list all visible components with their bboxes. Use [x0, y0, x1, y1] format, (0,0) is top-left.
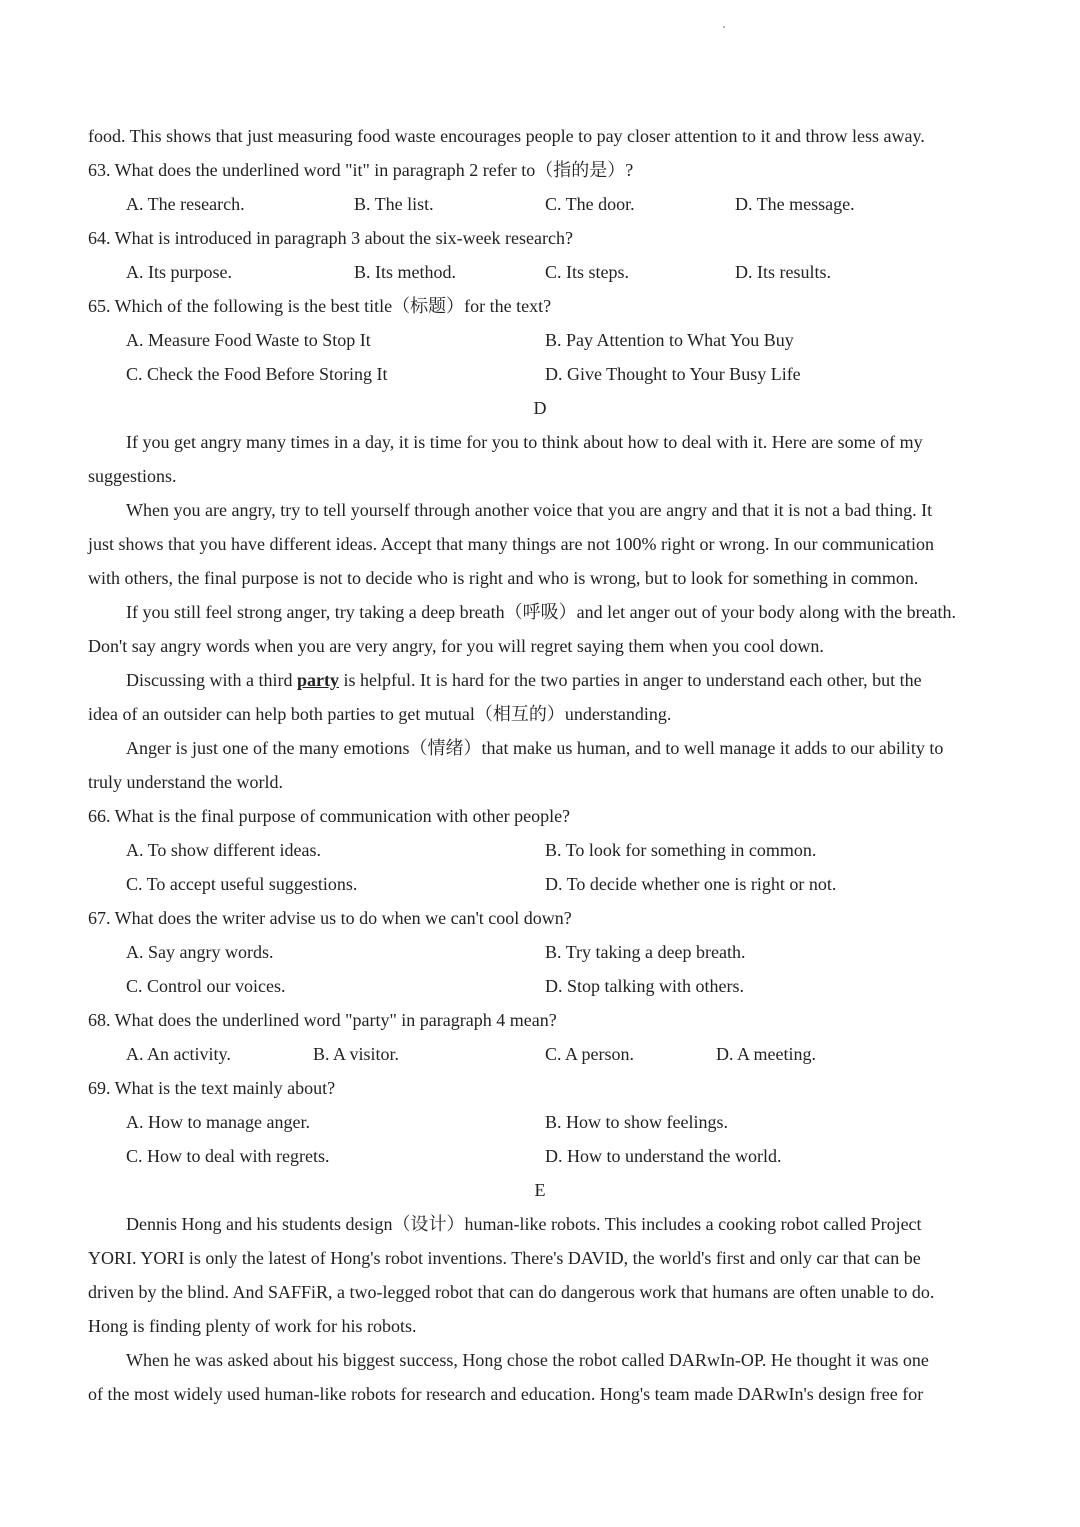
q65-option-a: A. Measure Food Waste to Stop It: [126, 330, 371, 350]
passage-d-line: truly understand the world.: [88, 772, 283, 792]
q65-option-b: B. Pay Attention to What You Buy: [545, 330, 794, 350]
passage-d-line: just shows that you have different ideas. Accept that many things are not 100% right or wrong. In our communication: [88, 534, 934, 554]
q66-option-c: C. To accept useful suggestions.: [126, 874, 358, 894]
q69-option-c: C. How to deal with regrets.: [126, 1146, 330, 1166]
q64-option-b: B. Its method.: [354, 262, 456, 282]
q68-option-c: C. A person.: [545, 1044, 635, 1064]
question-66-stem: 66. What is the final purpose of communication with other people?: [88, 806, 571, 826]
passage-text: Discussing with a third: [126, 670, 297, 690]
scan-speck: [723, 26, 725, 28]
q64-option-d: D. Its results.: [735, 262, 831, 282]
passage-e-line: Hong is finding plenty of work for his robots.: [88, 1316, 417, 1336]
passage-e-line: driven by the blind. And SAFFiR, a two-legged robot that can do dangerous work that humans are often unable to do.: [88, 1282, 935, 1302]
question-67-stem: 67. What does the writer advise us to do when we can't cool down?: [88, 908, 572, 928]
passage-text: is helpful. It is hard for the two parties in anger to understand each other, but the: [339, 670, 922, 690]
q69-option-d: D. How to understand the world.: [545, 1146, 782, 1166]
q66-option-a: A. To show different ideas.: [126, 840, 322, 860]
q68-option-b: B. A visitor.: [313, 1044, 400, 1064]
q68-option-a: A. An activity.: [126, 1044, 231, 1064]
question-63-stem: 63. What does the underlined word "it" in paragraph 2 refer to（指的是）?: [88, 160, 634, 180]
q67-option-b: B. Try taking a deep breath.: [545, 942, 746, 962]
question-69-stem: 69. What is the text mainly about?: [88, 1078, 336, 1098]
question-65-stem: 65. Which of the following is the best title（标题）for the text?: [88, 296, 552, 316]
passage-d-line: If you still feel strong anger, try taking a deep breath（呼吸）and let anger out of your body along with the breath.: [126, 602, 957, 622]
q66-option-b: B. To look for something in common.: [545, 840, 817, 860]
q63-option-b: B. The list.: [354, 194, 434, 214]
passage-c-end-line: food. This shows that just measuring food waste encourages people to pay closer attention to it and throw less away.: [88, 126, 925, 146]
passage-d-line: suggestions.: [88, 466, 177, 486]
passage-e-line: Dennis Hong and his students design（设计）human-like robots. This includes a cooking robot called Project: [126, 1214, 922, 1234]
q63-option-d: D. The message.: [735, 194, 855, 214]
passage-e-line: YORI. YORI is only the latest of Hong's robot inventions. There's DAVID, the world's first and only car that can be: [88, 1248, 921, 1268]
q65-option-c: C. Check the Food Before Storing It: [126, 364, 388, 384]
section-d-heading: D: [533, 398, 547, 418]
question-64-stem: 64. What is introduced in paragraph 3 about the six-week research?: [88, 228, 573, 248]
q66-option-d: D. To decide whether one is right or not.: [545, 874, 837, 894]
passage-d-line: When you are angry, try to tell yourself through another voice that you are angry and that it is not a bad thing. It: [126, 500, 933, 520]
q68-option-d: D. A meeting.: [716, 1044, 816, 1064]
q67-option-a: A. Say angry words.: [126, 942, 274, 962]
passage-e-line: When he was asked about his biggest success, Hong chose the robot called DARwIn-OP. He thought it was one: [126, 1350, 929, 1370]
q67-option-c: C. Control our voices.: [126, 976, 286, 996]
q64-option-a: A. Its purpose.: [126, 262, 232, 282]
question-68-stem: 68. What does the underlined word "party" in paragraph 4 mean?: [88, 1010, 557, 1030]
q64-option-c: C. Its steps.: [545, 262, 630, 282]
q63-option-c: C. The door.: [545, 194, 635, 214]
passage-d-line: idea of an outsider can help both parties to get mutual（相互的）understanding.: [88, 704, 672, 724]
section-e-heading: E: [534, 1180, 546, 1200]
passage-d-line: Anger is just one of the many emotions（情绪）that make us human, and to well manage it adds to our ability to: [126, 738, 944, 758]
q65-option-d: D. Give Thought to Your Busy Life: [545, 364, 801, 384]
passage-e-line: of the most widely used human-like robots for research and education. Hong's team made DARwIn's design free for: [88, 1384, 924, 1404]
passage-d-line: [126, 668, 922, 692]
q67-option-d: D. Stop talking with others.: [545, 976, 744, 996]
q69-option-a: A. How to manage anger.: [126, 1112, 310, 1132]
underlined-word-party: party: [297, 670, 339, 690]
q63-option-a: A. The research.: [126, 194, 245, 214]
passage-d-line: If you get angry many times in a day, it is time for you to think about how to deal with it. Here are some of my: [126, 432, 923, 452]
passage-d-line: Don't say angry words when you are very angry, for you will regret saying them when you cool down.: [88, 636, 824, 656]
q69-option-b: B. How to show feelings.: [545, 1112, 728, 1132]
passage-d-line: with others, the final purpose is not to decide who is right and who is wrong, but to look for something in common.: [88, 568, 919, 588]
